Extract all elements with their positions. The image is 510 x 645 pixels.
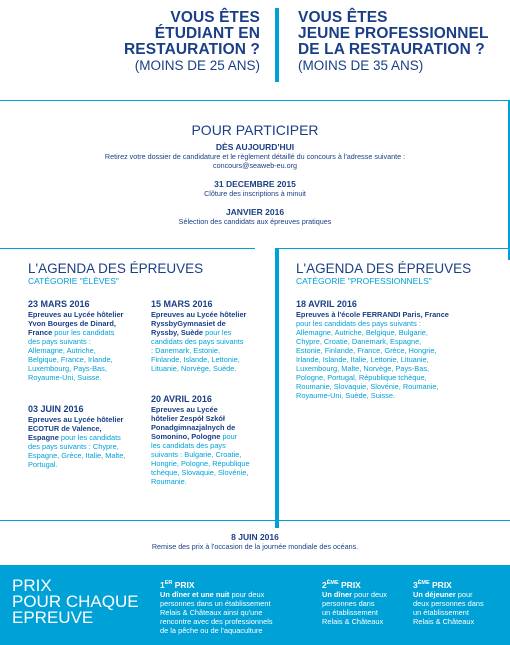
header-student-line2: ÉTUDIANT EN <box>154 25 260 42</box>
header-pro-line3: DE LA RESTAURATION ? <box>298 41 485 58</box>
event-countries: candidats des pays suivants <box>151 337 244 346</box>
event-date: 20 AVRIL 2016 <box>151 394 212 404</box>
december-text: Clôture des inscriptions à minuit <box>204 189 306 198</box>
header-student-line1: VOUS ÊTES <box>170 9 260 26</box>
agenda-students <box>28 262 268 286</box>
award-text: Remise des prix à l'occasion de la journée mondiale des océans. <box>151 542 359 551</box>
event-ferrandi: 18 AVRIL 2016 Epreuves à l'école FERRANDI Paris, France pour les candidats des pays suivants : Allemagne, Autriche, Belgique, Bulgarie, Chypre, Croatie, Danemark, Espagne, Estonie, Finlande, France, Grèce, Hongrie, Irlande, Islande, Italie, Lettonie, Lituanie, Luxembourg, Malte, Norvège, Pays-Bas, Pologne, Portugal, République tchèque, Roumanie, Slovaquie, Slovénie, Roumanie, Royaume-Uni, Suède, Suisse. <box>296 299 506 400</box>
agenda-professionals <box>296 262 506 286</box>
event-ryssby: 15 MARS 2016 Epreuves au Lycée hôtelier RyssbyGymnasiet de Ryssby, Suède pour les candidats des pays suivants : Danemark, Estonie, Finlande, Islande, Lettonie, Lituanie, Norvège, Suède. <box>151 299 273 373</box>
event-place: Epreuves au Lycée hôtelier <box>151 310 247 319</box>
event-somonino: 20 AVRIL 2016 Epreuves au Lycée hôtelier Zespół Szkół Ponadgimnazjalnych de Somonino, Pologne pour les candidats des pays suivants : Bulgarie, Croatie, Hongrie, Pologne, République tchèque, Slovaquie, Slovénie, Roumanie. <box>151 394 273 486</box>
event-place: Epreuves au Lycée hôtelier <box>28 310 124 319</box>
header-professional <box>298 10 508 74</box>
event-countries: pour les candidats des pays suivants : <box>296 319 421 328</box>
event-countries: les candidats des pays <box>151 441 226 450</box>
mid-rule-left <box>0 248 255 249</box>
participer-title: POUR PARTICIPER <box>191 122 319 138</box>
event-date: 15 MARS 2016 <box>151 299 213 309</box>
event-valence: 03 JUIN 2016 Epreuves au Lycée hôtelier ECOTUR de Valence, Espagne pour les candidats des pays suivants : Chypre, Espagne, Grèce, Italie, Malte, Portugal. <box>28 404 146 469</box>
header-pro-line2: JEUNE PROFESSIONNEL <box>298 25 489 42</box>
agenda-pro-title: L'AGENDA DES ÉPREUVES <box>296 261 472 276</box>
event-date: 03 JUIN 2016 <box>28 404 84 414</box>
participer-section <box>0 122 510 226</box>
event-countries: des pays suivants : <box>28 337 91 346</box>
prize-third: 3ÈME PRIX Un déjeuner pour deux personnes dans un établissement Relais & Châteaux <box>413 579 484 626</box>
bottom-rule <box>0 520 510 521</box>
event-place: Epreuves au Lycée <box>151 405 218 414</box>
today-text: Retirez votre dossier de candidature et le règlement détaillé du concours à l'adresse suivante : <box>104 152 406 161</box>
award-date: 8 JUIN 2016 <box>231 532 279 542</box>
header-divider <box>275 8 279 82</box>
agenda-students-title: L'AGENDA DES ÉPREUVES <box>28 261 204 276</box>
top-rule <box>0 100 510 101</box>
agenda-students-subtitle: CATÉGORIE "ÉLÈVES" <box>28 276 119 286</box>
header-student-line3: RESTAURATION ? <box>123 41 260 58</box>
event-date: 18 AVRIL 2016 <box>296 299 357 309</box>
header-pro-age: (MOINS DE 35 ANS) <box>298 58 424 73</box>
header-student-age: (MOINS DE 25 ANS) <box>134 58 260 73</box>
prizes-title: PRIX POUR CHAQUE EPREUVE <box>12 576 139 627</box>
event-dinard: 23 MARS 2016 Epreuves au Lycée hôtelier Yvon Bourges de Dinard, France pour les candidats des pays suivants : Allemagne, Autriche, Belgique, France, Irlande, Luxembourg, Pays-Bas, Royaume-Uni, Suisse. <box>28 299 146 382</box>
january-heading: JANVIER 2016 <box>225 207 285 217</box>
agenda-divider <box>275 248 279 528</box>
contact-email[interactable]: concours@seaweb-eu.org <box>212 161 297 170</box>
event-place: Epreuves à l'école FERRANDI Paris, France <box>296 310 449 319</box>
today-heading: DÈS AUJOURD'HUI <box>215 142 295 152</box>
header-pro-line1: VOUS ÊTES <box>298 9 388 26</box>
prizes-banner <box>0 565 510 645</box>
mid-rule-right <box>275 248 510 249</box>
prize-first: 1ER PRIX Un dîner et une nuit pour deux personnes dans un établissement Relais & Châteaux ainsi qu'une rencontre avec des professionnels de la pêche ou de l'aquaculture <box>160 579 273 635</box>
header-student <box>60 10 260 74</box>
december-heading: 31 DECEMBRE 2015 <box>214 179 296 189</box>
prize-second: 2ÈME PRIX Un dîner pour deux personnes dans un établissement Relais & Châteaux <box>322 579 387 626</box>
agenda-pro-subtitle: CATÉGORIE "PROFESSIONNELS" <box>296 276 432 286</box>
award-date-section <box>0 530 510 551</box>
event-place: Epreuves au Lycée hôtelier <box>28 415 124 424</box>
event-date: 23 MARS 2016 <box>28 299 90 309</box>
january-text: Sélection des candidats aux épreuves pratiques <box>178 217 332 226</box>
event-countries: des pays suivants : Chypre, <box>28 442 119 451</box>
